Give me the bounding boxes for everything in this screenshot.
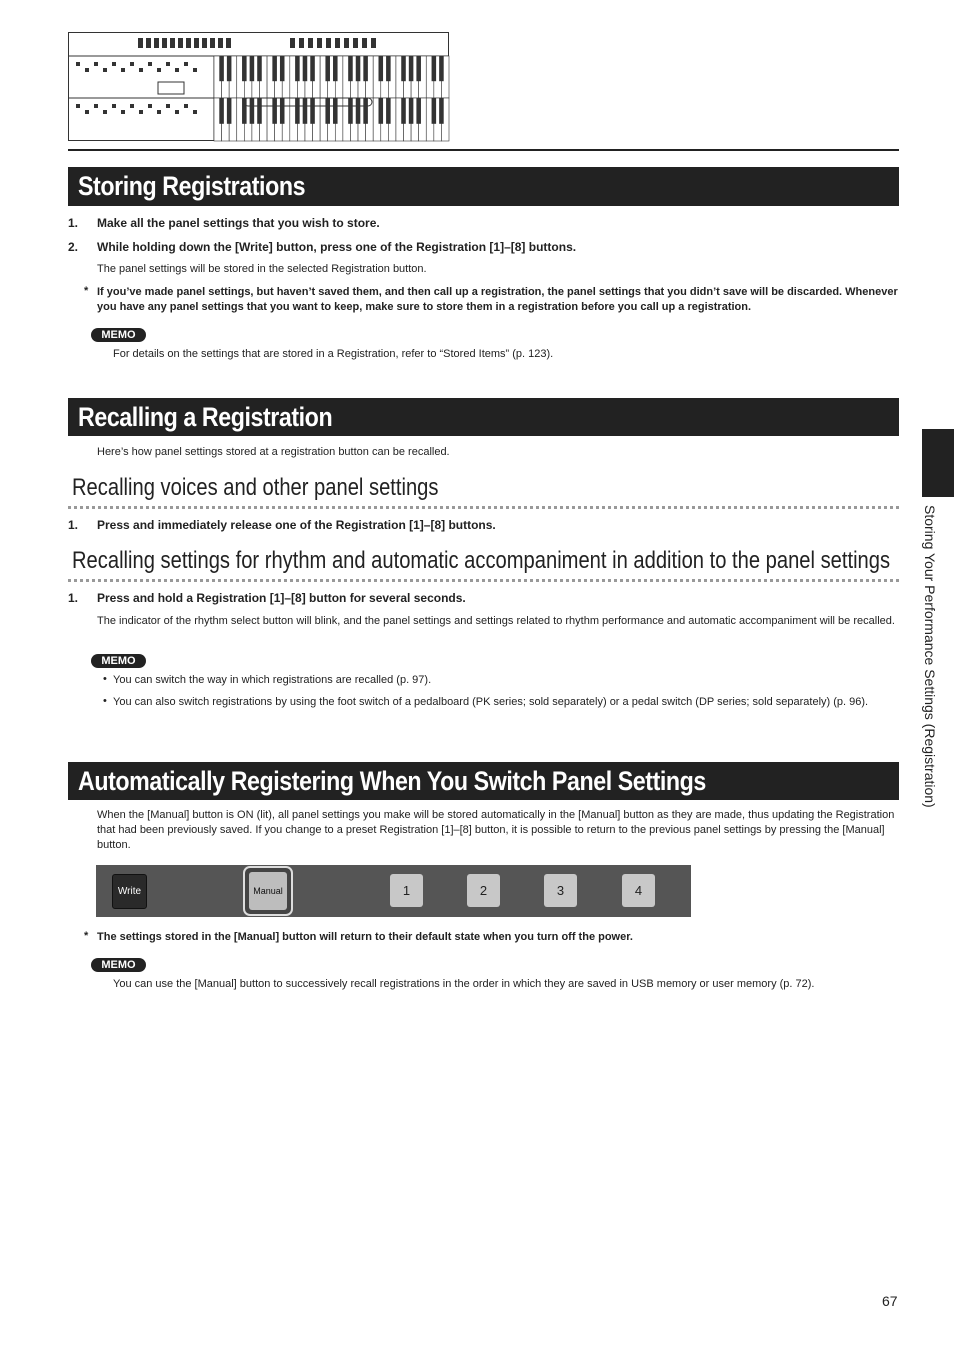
organ-drawing-mark: [202, 38, 207, 48]
step-number: 2.: [68, 240, 79, 254]
organ-drawing-mark: [146, 38, 151, 48]
organ-drawing-mark: [227, 56, 232, 81]
organ-drawing-mark: [353, 38, 358, 48]
organ-drawing-mark: [186, 38, 191, 48]
organ-drawing-mark: [219, 98, 224, 124]
organ-drawing-mark: [76, 62, 80, 66]
step-text: Make all the panel settings that you wish to store.: [97, 216, 380, 230]
organ-drawing-mark: [363, 56, 368, 81]
organ-drawing-mark: [326, 38, 331, 48]
organ-drawing-mark: [386, 56, 391, 81]
memo-badge: MEMO: [91, 328, 146, 342]
section-body: When the [Manual] button is ON (lit), all panel settings you make will be stored automatically in the [Manual] button as they are made, thus updating the Registration that had been previously saved. If you change to a preset Registration [1]–[8] button, it is possible to return to the previous panel settings by pressing the [Manual] button.: [97, 809, 895, 851]
bullet-mark: •: [103, 695, 107, 707]
organ-drawing-mark: [94, 62, 98, 66]
chapter-title: Storing Your Performance Settings (Registration): [922, 505, 938, 808]
organ-drawing-mark: [356, 98, 361, 124]
organ-drawing-mark: [356, 56, 361, 81]
organ-drawing-mark: [308, 38, 313, 48]
organ-drawing-mark: [401, 56, 406, 81]
organ-drawing-mark: [250, 56, 255, 81]
organ-drawing-mark: [257, 56, 262, 81]
section-heading-auto: Automatically Registering When You Switch Panel Settings: [68, 762, 899, 800]
organ-drawing-mark: [193, 110, 197, 114]
organ-drawing-mark: [85, 110, 89, 114]
note-text: If you’ve made panel settings, but haven’t saved them, and then call up a registration, the panel settings that you didn’t save will be discarded. Whenever you have any panel settings that you want to keep, make sure to store them in a registration before you call up a registration.: [97, 286, 898, 313]
organ-drawing-mark: [439, 98, 444, 124]
organ-drawing-mark: [250, 98, 255, 124]
organ-drawing-mark: [416, 56, 421, 81]
organ-drawing-mark: [139, 110, 143, 114]
organ-drawing-mark: [303, 56, 308, 81]
organ-drawing-mark: [303, 98, 308, 124]
write-button: Write: [112, 874, 147, 909]
organ-drawing-mark: [299, 38, 304, 48]
organ-drawing-mark: [76, 104, 80, 108]
note-asterisk: *: [84, 285, 89, 297]
organ-drawing-mark: [103, 110, 107, 114]
organ-drawing-mark: [130, 62, 134, 66]
organ-drawing-mark: [379, 56, 384, 81]
memo-text: For details on the settings that are stored in a Registration, refer to “Stored Items” (p. 123).: [113, 348, 554, 360]
step-text: While holding down the [Write] button, press one of the Registration [1]–[8] buttons.: [97, 240, 577, 254]
organ-drawing-mark: [157, 110, 161, 114]
organ-drawing-mark: [112, 104, 116, 108]
organ-drawing-mark: [121, 68, 125, 72]
organ-drawing-mark: [362, 38, 367, 48]
organ-drawing-mark: [290, 38, 295, 48]
organ-drawing-mark: [371, 38, 376, 48]
step-text: Press and hold a Registration [1]–[8] button for several seconds.: [97, 591, 466, 605]
organ-drawing-mark: [139, 68, 143, 72]
organ-drawing-mark: [218, 38, 223, 48]
step-number: 1.: [68, 591, 79, 605]
organ-drawing-mark: [310, 56, 315, 81]
organ-drawing-mark: [280, 98, 285, 124]
organ-drawing-mark: [154, 38, 159, 48]
step-text: Press and immediately release one of the Registration [1]–[8] buttons.: [97, 518, 496, 532]
organ-drawing-mark: [439, 56, 444, 81]
organ-drawing-mark: [148, 62, 152, 66]
organ-drawing-mark: [227, 98, 232, 124]
memo-item: You can switch the way in which registrations are recalled (p. 97).: [113, 674, 432, 686]
organ-drawing-mark: [175, 110, 179, 114]
manual-button: Manual: [249, 872, 287, 910]
organ-drawing-mark: [148, 104, 152, 108]
organ-drawing-mark: [409, 56, 414, 81]
organ-drawing-mark: [257, 98, 262, 124]
organ-drawing-mark: [325, 56, 330, 81]
registration-button-3: 3: [544, 874, 577, 907]
section-heading-storing: Storing Registrations: [68, 167, 899, 206]
step-number: 1.: [68, 216, 79, 230]
organ-drawing-mark: [166, 104, 170, 108]
registration-panel-illustration: [96, 865, 691, 917]
organ-drawing-mark: [272, 56, 277, 81]
organ-drawing-mark: [138, 38, 143, 48]
page-number: 67: [882, 1293, 898, 1309]
organ-drawing-mark: [348, 98, 353, 124]
step-detail: The indicator of the rhythm select button will blink, and the panel settings and settings related to rhythm performance and automatic accompaniment will be recalled.: [97, 615, 895, 627]
dotted-rule: [68, 506, 899, 509]
organ-drawing-mark: [219, 56, 224, 81]
organ-drawing-mark: [178, 38, 183, 48]
organ-drawing-mark: [333, 98, 338, 124]
organ-drawing-mark: [344, 38, 349, 48]
organ-drawing-mark: [193, 68, 197, 72]
organ-drawing-mark: [432, 98, 437, 124]
organ-drawing-mark: [130, 104, 134, 108]
organ-drawing-mark: [157, 68, 161, 72]
organ-drawing-mark: [295, 98, 300, 124]
note-asterisk: *: [84, 930, 89, 942]
memo-badge: MEMO: [91, 654, 146, 668]
organ-drawing-mark: [295, 56, 300, 81]
organ-drawing-mark: [242, 56, 247, 81]
organ-drawing-mark: [226, 38, 231, 48]
organ-drawing-mark: [175, 68, 179, 72]
memo-text: You can use the [Manual] button to successively recall registrations in the order in which they are saved in USB memory or user memory (p. 72).: [113, 978, 815, 990]
organ-drawing-mark: [184, 62, 188, 66]
organ-drawing-mark: [386, 98, 391, 124]
registration-button-4: 4: [622, 874, 655, 907]
subheading-voices: Recalling voices and other panel settings: [72, 474, 439, 501]
section-intro: Here’s how panel settings stored at a registration button can be recalled.: [97, 446, 450, 458]
bullet-mark: •: [103, 673, 107, 685]
organ-drawing-mark: [409, 98, 414, 124]
note-text: The settings stored in the [Manual] button will return to their default state when you turn off the power.: [97, 931, 633, 943]
organ-drawing-mark: [166, 62, 170, 66]
organ-drawing-mark: [280, 56, 285, 81]
step-detail: The panel settings will be stored in the selected Registration button.: [97, 263, 427, 275]
organ-drawing-mark: [103, 68, 107, 72]
organ-drawing-mark: [310, 98, 315, 124]
organ-drawing-mark: [121, 110, 125, 114]
organ-drawing-mark: [363, 98, 368, 124]
organ-drawing-mark: [432, 56, 437, 81]
registration-button-2: 2: [467, 874, 500, 907]
organ-drawing-mark: [348, 56, 353, 81]
step-number: 1.: [68, 518, 79, 532]
organ-drawing-mark: [401, 98, 406, 124]
organ-drawing-mark: [94, 104, 98, 108]
organ-drawing-mark: [194, 38, 199, 48]
memo-badge: MEMO: [91, 958, 146, 972]
organ-drawing-mark: [85, 68, 89, 72]
organ-drawing-mark: [170, 38, 175, 48]
organ-drawing-mark: [379, 98, 384, 124]
organ-drawing-mark: [325, 98, 330, 124]
registration-button-1: 1: [390, 874, 423, 907]
organ-drawing-mark: [333, 56, 338, 81]
organ-drawing-mark: [112, 62, 116, 66]
organ-drawing-mark: [317, 38, 322, 48]
memo-item: You can also switch registrations by using the foot switch of a pedalboard (PK series; sold separately) or a pedal switch (DP series; sold separately) (p. 96).: [113, 696, 869, 708]
organ-drawing-mark: [162, 38, 167, 48]
organ-drawing-mark: [210, 38, 215, 48]
organ-drawing-mark: [416, 98, 421, 124]
organ-drawing-mark: [335, 38, 340, 48]
header-rule: [68, 149, 899, 151]
organ-illustration: [68, 32, 450, 142]
chapter-tab: [922, 429, 954, 497]
organ-drawing-mark: [272, 98, 277, 124]
section-heading-recalling: Recalling a Registration: [68, 398, 899, 436]
organ-drawing-mark: [184, 104, 188, 108]
subheading-rhythm: Recalling settings for rhythm and automatic accompaniment in addition to the panel settings: [72, 547, 891, 574]
dotted-rule: [68, 579, 899, 582]
